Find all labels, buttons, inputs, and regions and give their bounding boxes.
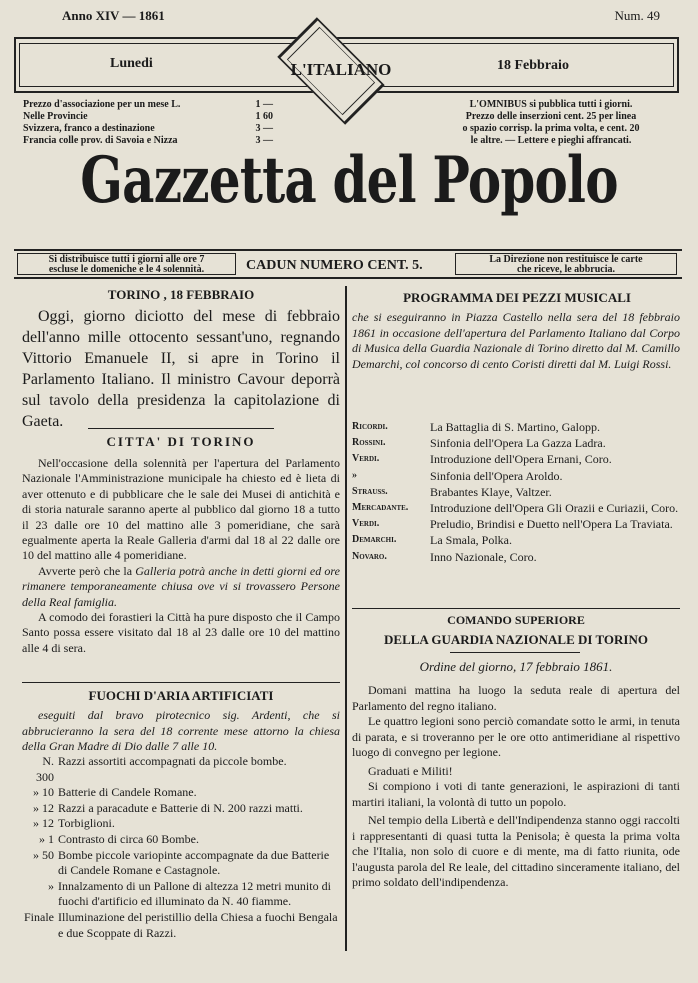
fireworks-item-text: Razzi a paracadute e Batterie di N. 200 razzi matti. [58, 800, 303, 815]
fireworks-item-text: Innalzamento di un Pallone di altezza 12 metri munito di fuochi d'artificio ed illuminato da N. 40 fiamme. [58, 878, 331, 909]
program-list [352, 419, 680, 565]
date-label: 18 Febbraio [497, 58, 569, 73]
fireworks-item-text: Razzi assortiti accompagnati da piccole bombe. [58, 754, 287, 768]
direction-line: La Direzione non restituisce le carte [489, 254, 643, 265]
fireworks-item-key: N. 300 [36, 754, 54, 784]
direction-notice [455, 253, 677, 275]
fireworks-item-text: Torbiglioni. [58, 816, 115, 831]
fireworks-item [22, 785, 340, 801]
subscription-label: Svizzera, franco a destinazione [23, 123, 155, 134]
section-rule [352, 608, 680, 609]
program-item-text: Brabantes Klaye, Valtzer. [430, 484, 552, 499]
fireworks-item [22, 848, 340, 879]
fireworks-item-text: Illuminazione del peristillio della Chiesa a fuochi Bengala e due Scoppate di Razzi. [58, 909, 338, 940]
omnibus-line: le altre. — Lettere e pieghi affrancati. [470, 135, 632, 146]
fireworks-item-key: » [48, 878, 54, 893]
subscription-value: 1 60 [255, 111, 273, 122]
distribution-notice [17, 253, 236, 275]
subscription-label: Prezzo d'associazione per un mese L. [23, 99, 181, 110]
program-item [352, 484, 680, 500]
torino-article: Oggi, giorno diciotto del mese di febbraio dell'anno mille ottocento sessant'uno, regnando Vittorio Emanuele II, si apre in Torino il Parlamento Italiano. Il ministro Cavour deporrà sul tavolo della presidenza la capitolazione di Gaeta. [22, 308, 340, 430]
program-item-key: Rossini. [352, 437, 386, 449]
program-item [352, 516, 680, 532]
distribution-line: escluse le domeniche e le 4 solennità. [48, 264, 205, 275]
issue-price: CADUN NUMERO CENT. 5. [246, 258, 423, 273]
program-item [352, 532, 680, 548]
omnibus-line: o spazio corrisp. la prima volta, e cent. 20 [462, 123, 640, 134]
subscription-row [23, 123, 273, 135]
comando-paragraph-1: Domani mattina ha luogo la seduta reale di apertura del Parlamento del regno italiano. [352, 683, 680, 713]
fireworks-intro: eseguiti dal bravo pirotecnico sig. Ardenti, che si abbrucieranno la sera del 18 corrente mese attorno la chiesa della Gran Madre di Dio dalle 7 alle 10. [22, 708, 340, 753]
distribution-line: Si distribuisce tutti i giorni alle ore 7 [48, 254, 205, 265]
omnibus-line: L'OMNIBUS si pubblica tutti i giorni. [469, 99, 633, 110]
omnibus-line: Prezzo delle inserzioni cent. 25 per linea [465, 111, 637, 122]
section-rule [22, 682, 340, 683]
order-of-day: Ordine del giorno, 17 febbraio 1861. [419, 659, 613, 674]
program-item-key: Demarchi. [352, 534, 397, 546]
subscription-value: 1 — [255, 99, 273, 110]
program-item-text: Preludio, Brindisi e Duetto nell'Opera La Traviata. [430, 517, 673, 532]
subscription-prices [23, 99, 273, 147]
fireworks-list [22, 754, 340, 941]
citta-article [22, 456, 340, 656]
subscription-value: 3 — [255, 135, 273, 146]
citta-paragraph-2 [22, 564, 340, 610]
fireworks-item [22, 754, 340, 785]
fireworks-item-text: Bombe piccole variopinte accompagnate da due Batterie di Candele Romane e Castagnole. [58, 847, 330, 878]
fireworks-item [22, 816, 340, 832]
fireworks-item [22, 801, 340, 817]
program-item [352, 500, 680, 516]
citta-paragraph-2-italic: Galleria potrà anche in detti giorni ed ore rimanere temporaneamente chiusa ove vi si trovassero Persone della Real famiglia. [22, 563, 340, 609]
comando-paragraph-4: Si compiono i voti di tante generazioni, le aspirazioni di tanti martiri italiani, la volontà di tutto un popolo. [352, 779, 680, 809]
subscription-label: Francia colle prov. di Savoia e Nizza [23, 135, 178, 146]
fireworks-item-key: Finale [24, 909, 54, 924]
comando-paragraph-2: Le quattro legioni sono perciò comandate sotto le armi, in tenuta di parata, e si troveranno per le ore otto antimeridiane al rispettivo luogo di convegno per legione. [352, 714, 680, 759]
program-item [352, 419, 680, 435]
omnibus-notice [432, 99, 670, 147]
program-item-text: Introduzione dell'Opera Gli Orazii e Curiazii, Coro. [430, 501, 679, 516]
fireworks-item-key: » 1 [39, 831, 54, 846]
program-item-text: Sinfonia dell'Opera La Gazza Ladra. [430, 436, 606, 451]
comando-heading: COMANDO SUPERIORE [447, 613, 585, 627]
fireworks-item [22, 910, 340, 941]
program-item-key: » [352, 469, 357, 481]
citta-paragraph-2-start: Avverte però che la [38, 563, 136, 578]
program-item-text: La Smala, Polka. [430, 533, 512, 548]
program-item-key: Mercadante. [352, 502, 409, 514]
citta-paragraph-3: A comodo dei forastieri la Città ha pure disposto che il Campo Santo possa essere visitato dal 18 al 23 dalle ore 10 del mattino alle 4 di sera. [22, 610, 340, 655]
subscription-value: 3 — [255, 123, 273, 134]
column-divider [345, 286, 347, 951]
section-rule [88, 428, 274, 429]
subscription-row [23, 99, 273, 111]
citta-paragraph-1: Nell'occasione della solennità per l'apertura del Parlamento Nazionale l'Amministrazione municipale ha chiesto ed è lieta di aver ottenuto e di pubblicare che le sale dei Musei di antichità e di storia naturale saranno aperte al pubblico dal giorno 18 a tutto il 23 dalle ore 10 del mattino alle 3 pomeridiane, che sarà egualmente aperta la Reale Galleria d'armi dal 18 al 22 dalle ore 10 del mattino alle 4 pomeridiane. [22, 456, 340, 563]
torino-heading: TORINO , 18 FEBBRAIO [107, 287, 255, 302]
comando-article [352, 683, 680, 891]
program-item-text: Inno Nazionale, Coro. [430, 549, 537, 564]
brand-name: L'ITALIANO [290, 60, 392, 79]
program-item-key: Ricordi. [352, 421, 388, 432]
program-item [352, 451, 680, 467]
fireworks-item-text: Batterie di Candele Romane. [58, 785, 197, 800]
comando-subheading: DELLA GUARDIA NAZIONALE DI TORINO [384, 632, 648, 647]
program-item [352, 468, 680, 484]
program-item-text: Sinfonia dell'Opera Aroldo. [430, 468, 563, 483]
fireworks-item-key: » 12 [33, 800, 54, 815]
issue-number: Num. 49 [614, 8, 660, 23]
subscription-row [23, 111, 273, 123]
program-item-text: La Battaglia di S. Martino, Galopp. [430, 420, 600, 434]
subscription-label: Nelle Provincie [23, 111, 88, 122]
fireworks-item-key: » 12 [33, 816, 54, 831]
program-item [352, 549, 680, 565]
program-item-key: Verdi. [352, 453, 380, 465]
comando-paragraph-5: Nel tempio della Libertà e dell'Indipendenza stanno oggi raccolti i rappresentanti di quasi tutta la Penisola; è questa la prima volta che l'Italia, non solo di cuore e di mente, ma di fatto riunita, ode l'augusta parola del Re leale, del cittadino sinceramente italiano, del primo soldato dell'indipendenza. [352, 813, 680, 889]
program-item-key: Verdi. [352, 518, 380, 530]
year-line: Anno XIV — 1861 [62, 8, 165, 23]
fireworks-item [22, 879, 340, 910]
program-item-key: Novaro. [352, 550, 387, 562]
fireworks-item-key: » 50 [33, 847, 54, 862]
masthead-title: Gazzetta del Popolo [80, 143, 618, 218]
direction-line: che riceve, le abbrucia. [516, 264, 616, 275]
fireworks-heading: FUOCHI D'ARIA ARTIFICIATI [88, 688, 274, 703]
section-rule [450, 652, 580, 653]
program-item-text: Introduzione dell'Opera Ernani, Coro. [430, 452, 612, 467]
program-heading: PROGRAMMA DEI PEZZI MUSICALI [403, 290, 631, 305]
comando-paragraph-3: Graduati e Militi! [368, 763, 453, 778]
citta-heading: CITTA' DI TORINO [106, 434, 256, 449]
fireworks-item-key: » 10 [33, 785, 54, 800]
fireworks-item [22, 832, 340, 848]
program-intro: che si eseguiranno in Piazza Castello nella sera del 18 febbraio 1861 in occasione dell'apertura del Parlamento Italiano dal Corpo di Musica della Guardia Nazionale di Torino diretto dal M. Camillo Demarchi, col concorso di cento Coristi diretti dal M. Luigi Rossi. [352, 310, 680, 371]
fireworks-item-text: Contrasto di circa 60 Bombe. [58, 831, 199, 846]
program-item-key: Strauss. [352, 485, 388, 497]
day-label: Lunedi [110, 56, 153, 71]
program-item [352, 435, 680, 451]
